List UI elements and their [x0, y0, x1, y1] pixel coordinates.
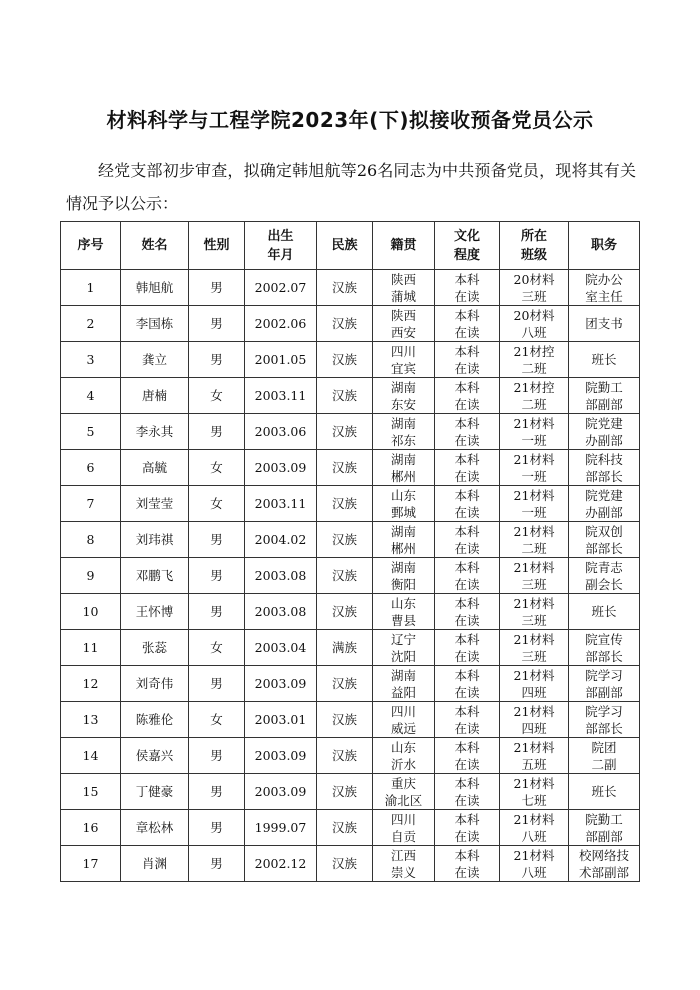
- cell-birth: 2003.01: [245, 702, 317, 738]
- cell-gender: 男: [189, 342, 245, 378]
- table-row: [61, 738, 640, 774]
- cell-gender: 男: [189, 306, 245, 342]
- cell-index: 17: [61, 846, 121, 882]
- cell-education: 本科 在读: [435, 558, 500, 594]
- cell-position: 院学习 部部长: [569, 702, 640, 738]
- cell-class: 21材料 五班: [500, 738, 569, 774]
- cell-origin: 山东 鄄城: [373, 486, 435, 522]
- header-education: 文化 程度: [435, 222, 500, 270]
- cell-origin: 山东 曹县: [373, 594, 435, 630]
- table-row: [61, 378, 640, 414]
- header-name: 姓名: [121, 222, 189, 270]
- cell-gender: 男: [189, 666, 245, 702]
- cell-name: 邓鹏飞: [121, 558, 189, 594]
- table-row: [61, 594, 640, 630]
- cell-origin: 四川 宜宾: [373, 342, 435, 378]
- intro-paragraph: [66, 154, 636, 220]
- cell-index: 15: [61, 774, 121, 810]
- cell-index: 9: [61, 558, 121, 594]
- cell-birth: 2002.12: [245, 846, 317, 882]
- cell-name: 丁健豪: [121, 774, 189, 810]
- cell-name: 陈雅伦: [121, 702, 189, 738]
- cell-position: 院双创 部部长: [569, 522, 640, 558]
- cell-class: 21材控 二班: [500, 378, 569, 414]
- table-row: [61, 342, 640, 378]
- cell-name: 肖渊: [121, 846, 189, 882]
- cell-birth: 2001.05: [245, 342, 317, 378]
- cell-ethnicity: 汉族: [317, 558, 373, 594]
- cell-class: 21材料 一班: [500, 486, 569, 522]
- cell-education: 本科 在读: [435, 342, 500, 378]
- cell-origin: 湖南 祁东: [373, 414, 435, 450]
- cell-gender: 女: [189, 486, 245, 522]
- cell-gender: 男: [189, 846, 245, 882]
- table-row: [61, 666, 640, 702]
- cell-index: 14: [61, 738, 121, 774]
- cell-gender: 女: [189, 630, 245, 666]
- cell-class: 21材料 一班: [500, 450, 569, 486]
- cell-name: 龚立: [121, 342, 189, 378]
- cell-index: 8: [61, 522, 121, 558]
- cell-origin: 四川 自贡: [373, 810, 435, 846]
- cell-name: 刘奇伟: [121, 666, 189, 702]
- cell-origin: 湖南 衡阳: [373, 558, 435, 594]
- cell-class: 21材料 四班: [500, 702, 569, 738]
- cell-ethnicity: 汉族: [317, 414, 373, 450]
- table-row: [61, 414, 640, 450]
- header-gender: 性别: [189, 222, 245, 270]
- cell-ethnicity: 汉族: [317, 774, 373, 810]
- cell-education: 本科 在读: [435, 738, 500, 774]
- cell-ethnicity: 汉族: [317, 846, 373, 882]
- cell-class: 21材料 三班: [500, 558, 569, 594]
- cell-class: 21材料 一班: [500, 414, 569, 450]
- cell-position: 院办公 室主任: [569, 270, 640, 306]
- cell-ethnicity: 汉族: [317, 594, 373, 630]
- cell-class: 21材料 八班: [500, 846, 569, 882]
- cell-class: 21材料 四班: [500, 666, 569, 702]
- cell-position: 院党建 办副部: [569, 486, 640, 522]
- cell-gender: 男: [189, 558, 245, 594]
- cell-position: 院勤工 部副部: [569, 378, 640, 414]
- cell-position: 团支书: [569, 306, 640, 342]
- cell-birth: 2003.08: [245, 558, 317, 594]
- cell-gender: 男: [189, 414, 245, 450]
- cell-birth: 2003.11: [245, 486, 317, 522]
- cell-index: 7: [61, 486, 121, 522]
- header-origin: 籍贯: [373, 222, 435, 270]
- table-row: [61, 702, 640, 738]
- header-class: 所在 班级: [500, 222, 569, 270]
- cell-ethnicity: 汉族: [317, 702, 373, 738]
- header-ethnicity: 民族: [317, 222, 373, 270]
- table-row: [61, 774, 640, 810]
- table-row: [61, 450, 640, 486]
- cell-education: 本科 在读: [435, 810, 500, 846]
- cell-index: 5: [61, 414, 121, 450]
- cell-name: 高毓: [121, 450, 189, 486]
- cell-gender: 男: [189, 522, 245, 558]
- cell-education: 本科 在读: [435, 486, 500, 522]
- table-row: [61, 486, 640, 522]
- table-row: [61, 846, 640, 882]
- cell-origin: 四川 威远: [373, 702, 435, 738]
- cell-ethnicity: 满族: [317, 630, 373, 666]
- cell-birth: 2003.09: [245, 666, 317, 702]
- cell-ethnicity: 汉族: [317, 666, 373, 702]
- cell-name: 章松林: [121, 810, 189, 846]
- cell-name: 韩旭航: [121, 270, 189, 306]
- cell-origin: 湖南 郴州: [373, 450, 435, 486]
- cell-name: 刘莹莹: [121, 486, 189, 522]
- cell-ethnicity: 汉族: [317, 450, 373, 486]
- cell-birth: 2003.09: [245, 738, 317, 774]
- cell-position: 院科技 部部长: [569, 450, 640, 486]
- cell-index: 12: [61, 666, 121, 702]
- cell-position: 院学习 部副部: [569, 666, 640, 702]
- cell-origin: 湖南 郴州: [373, 522, 435, 558]
- cell-index: 6: [61, 450, 121, 486]
- cell-position: 班长: [569, 594, 640, 630]
- cell-birth: 2003.04: [245, 630, 317, 666]
- header-position: 职务: [569, 222, 640, 270]
- cell-ethnicity: 汉族: [317, 378, 373, 414]
- cell-birth: 1999.07: [245, 810, 317, 846]
- header-index: 序号: [61, 222, 121, 270]
- cell-position: 院勤工 部副部: [569, 810, 640, 846]
- cell-class: 21材料 八班: [500, 810, 569, 846]
- cell-class: 21材料 二班: [500, 522, 569, 558]
- cell-class: 21材控 二班: [500, 342, 569, 378]
- header-birth: 出生 年月: [245, 222, 317, 270]
- cell-class: 20材料 八班: [500, 306, 569, 342]
- intro-text: 经党支部初步审查，拟确定韩旭航等26名同志为中共预备党员，现将其有关情况予以公示：: [66, 161, 636, 213]
- page-title: 材料科学与工程学院2023年(下)拟接收预备党员公示: [106, 108, 594, 132]
- table-row: [61, 270, 640, 306]
- cell-education: 本科 在读: [435, 630, 500, 666]
- cell-origin: 湖南 东安: [373, 378, 435, 414]
- cell-origin: 陕西 蒲城: [373, 270, 435, 306]
- cell-index: 13: [61, 702, 121, 738]
- cell-class: 21材料 七班: [500, 774, 569, 810]
- cell-ethnicity: 汉族: [317, 342, 373, 378]
- cell-name: 李国栋: [121, 306, 189, 342]
- cell-ethnicity: 汉族: [317, 306, 373, 342]
- cell-education: 本科 在读: [435, 846, 500, 882]
- cell-birth: 2003.08: [245, 594, 317, 630]
- cell-position: 班长: [569, 342, 640, 378]
- cell-position: 院团 二副: [569, 738, 640, 774]
- cell-class: 21材料 三班: [500, 630, 569, 666]
- cell-index: 4: [61, 378, 121, 414]
- cell-birth: 2003.06: [245, 414, 317, 450]
- cell-index: 1: [61, 270, 121, 306]
- cell-birth: 2003.11: [245, 378, 317, 414]
- cell-gender: 男: [189, 738, 245, 774]
- table-row: [61, 306, 640, 342]
- cell-birth: 2002.07: [245, 270, 317, 306]
- table-body: [61, 270, 640, 882]
- cell-education: 本科 在读: [435, 666, 500, 702]
- cell-position: 院党建 办副部: [569, 414, 640, 450]
- cell-name: 唐楠: [121, 378, 189, 414]
- cell-name: 王怀博: [121, 594, 189, 630]
- cell-birth: 2003.09: [245, 450, 317, 486]
- cell-birth: 2003.09: [245, 774, 317, 810]
- cell-origin: 江西 崇义: [373, 846, 435, 882]
- cell-ethnicity: 汉族: [317, 270, 373, 306]
- cell-education: 本科 在读: [435, 702, 500, 738]
- cell-gender: 女: [189, 702, 245, 738]
- cell-ethnicity: 汉族: [317, 810, 373, 846]
- cell-gender: 男: [189, 594, 245, 630]
- cell-name: 侯嘉兴: [121, 738, 189, 774]
- cell-ethnicity: 汉族: [317, 738, 373, 774]
- cell-ethnicity: 汉族: [317, 522, 373, 558]
- cell-education: 本科 在读: [435, 450, 500, 486]
- cell-education: 本科 在读: [435, 774, 500, 810]
- cell-index: 11: [61, 630, 121, 666]
- cell-gender: 男: [189, 810, 245, 846]
- cell-name: 刘玮祺: [121, 522, 189, 558]
- table-header-row: [61, 222, 640, 270]
- cell-class: 20材料 三班: [500, 270, 569, 306]
- cell-origin: 湖南 益阳: [373, 666, 435, 702]
- table-row: [61, 522, 640, 558]
- cell-position: 校网络技 术部副部: [569, 846, 640, 882]
- cell-origin: 山东 沂水: [373, 738, 435, 774]
- cell-gender: 男: [189, 270, 245, 306]
- table-row: [61, 810, 640, 846]
- cell-index: 2: [61, 306, 121, 342]
- cell-birth: 2004.02: [245, 522, 317, 558]
- cell-gender: 女: [189, 378, 245, 414]
- cell-ethnicity: 汉族: [317, 486, 373, 522]
- cell-index: 3: [61, 342, 121, 378]
- cell-education: 本科 在读: [435, 414, 500, 450]
- cell-birth: 2002.06: [245, 306, 317, 342]
- cell-origin: 辽宁 沈阳: [373, 630, 435, 666]
- cell-position: 院宣传 部部长: [569, 630, 640, 666]
- cell-education: 本科 在读: [435, 522, 500, 558]
- cell-origin: 陕西 西安: [373, 306, 435, 342]
- cell-gender: 女: [189, 450, 245, 486]
- cell-index: 16: [61, 810, 121, 846]
- cell-name: 张蕊: [121, 630, 189, 666]
- cell-position: 院青志 副会长: [569, 558, 640, 594]
- cell-index: 10: [61, 594, 121, 630]
- cell-position: 班长: [569, 774, 640, 810]
- cell-class: 21材料 三班: [500, 594, 569, 630]
- table-row: [61, 630, 640, 666]
- table-row: [61, 558, 640, 594]
- candidate-table: [60, 221, 640, 882]
- cell-education: 本科 在读: [435, 378, 500, 414]
- cell-gender: 男: [189, 774, 245, 810]
- cell-origin: 重庆 渝北区: [373, 774, 435, 810]
- cell-education: 本科 在读: [435, 594, 500, 630]
- cell-education: 本科 在读: [435, 306, 500, 342]
- cell-education: 本科 在读: [435, 270, 500, 306]
- cell-name: 李永其: [121, 414, 189, 450]
